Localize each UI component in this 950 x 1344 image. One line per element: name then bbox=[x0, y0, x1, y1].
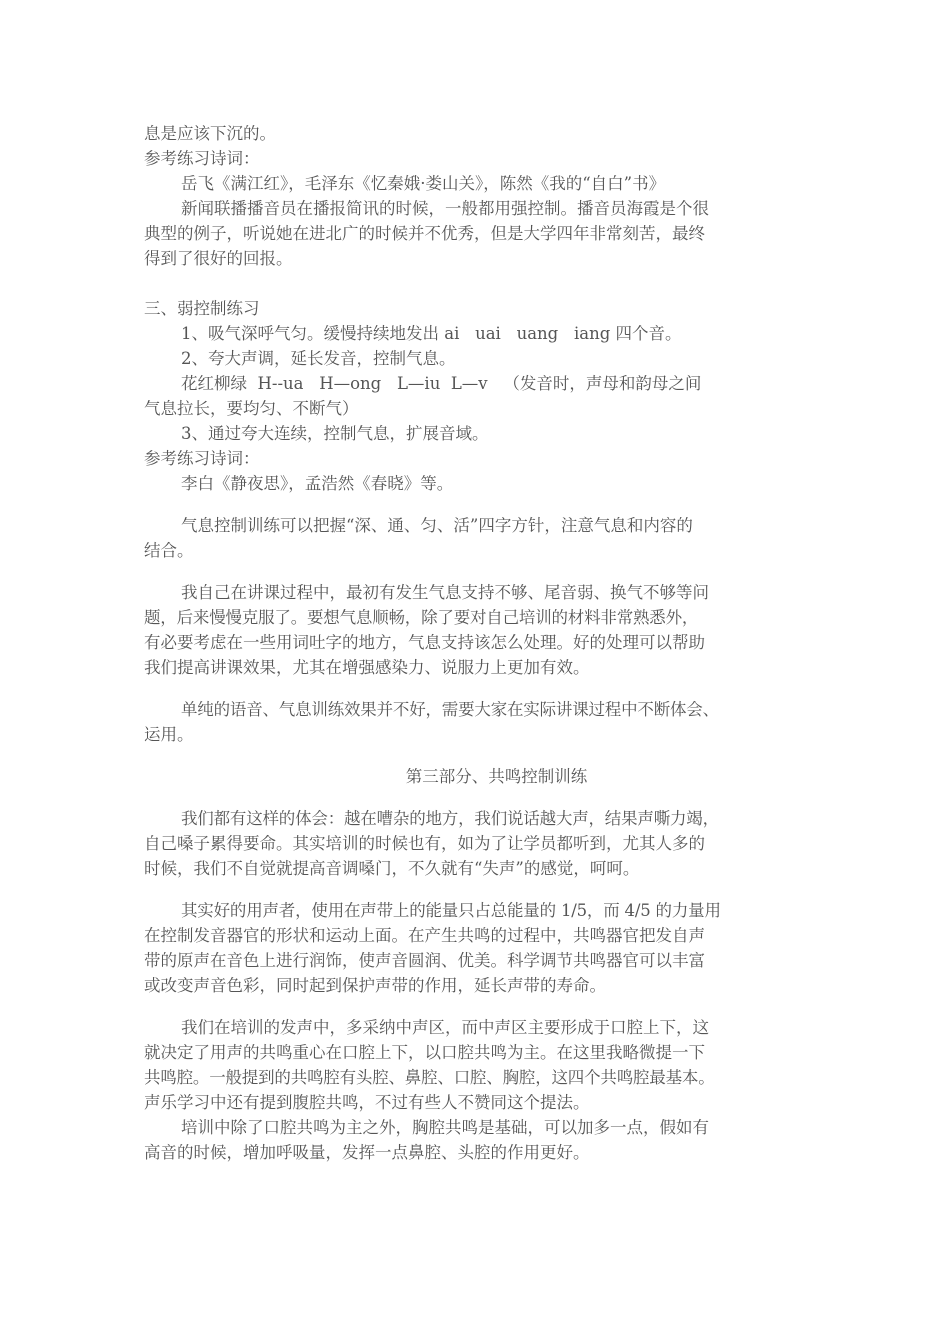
text-line: 自己嗓子累得要命。其实培训的时候也有，如为了让学员都听到，尤其人多的 bbox=[144, 834, 705, 853]
text-line: 其实好的用声者，使用在声带上的能量只占总能量的 1/5，而 4/5 的力量用 bbox=[181, 901, 721, 920]
text-line: 有必要考虑在一些用词吐字的地方，气息支持该怎么处理。好的处理可以帮助 bbox=[144, 633, 705, 652]
text-line: 气息拉长，要均匀、不断气） bbox=[144, 399, 359, 418]
document-page bbox=[144, 121, 809, 1165]
spacer bbox=[144, 680, 809, 697]
text-line: 3、通过夸大连续，控制气息，扩展音域。 bbox=[181, 424, 489, 443]
text-line: 或改变声音色彩，同时起到保护声带的作用，延长声带的寿命。 bbox=[144, 976, 606, 995]
text-line: 培训中除了口腔共鸣为主之外，胸腔共鸣是基础，可以加多一点，假如有 bbox=[181, 1118, 709, 1137]
text-line: 在控制发音器官的形状和运动上面。在产生共鸣的过程中，共鸣器官把发自声 bbox=[144, 926, 705, 945]
spacer bbox=[144, 496, 809, 513]
text-line: 时候，我们不自觉就提高音调嗓门，不久就有“失声”的感觉，呵呵。 bbox=[144, 859, 640, 878]
text-line: 岳飞《满江红》，毛泽东《忆秦娥·娄山关》，陈然《我的“自白”书》 bbox=[181, 174, 666, 193]
text-line: 2、夸大声调，延长发音，控制气息。 bbox=[181, 349, 456, 368]
text-line: 1、吸气深呼气匀。缓慢持续地发出 ai uai uang iang 四个音。 bbox=[181, 324, 682, 343]
reference-poems-heading: 参考练习诗词： bbox=[144, 449, 260, 468]
spacer bbox=[144, 789, 809, 806]
text-line: 带的原声在音色上进行润饰，使声音圆润、优美。科学调节共鸣器官可以丰富 bbox=[144, 951, 705, 970]
text-line: 高音的时候，增加呼吸量，发挥一点鼻腔、头腔的作用更好。 bbox=[144, 1143, 590, 1162]
text-line: 花红柳绿 H--ua H—ong L—iu L—v （发音时，声母和韵母之间 bbox=[181, 374, 702, 393]
spacer bbox=[144, 881, 809, 898]
spacer bbox=[144, 998, 809, 1015]
text-line: 气息控制训练可以把握“深、通、匀、活”四字方针，注意气息和内容的 bbox=[181, 516, 693, 535]
text-line: 我自己在讲课过程中，最初有发生气息支持不够、尾音弱、换气不够等问 bbox=[181, 583, 709, 602]
section-heading: 三、弱控制练习 bbox=[144, 299, 260, 318]
text-line: 李白《静夜思》，孟浩然《春晓》等。 bbox=[181, 474, 454, 493]
reference-poems-heading: 参考练习诗词： bbox=[144, 149, 260, 168]
text-line: 结合。 bbox=[144, 541, 194, 560]
text-line: 典型的例子，听说她在进北广的时候并不优秀，但是大学四年非常刻苦，最终 bbox=[144, 224, 705, 243]
spacer bbox=[144, 271, 809, 296]
text-line: 息是应该下沉的。 bbox=[144, 124, 276, 143]
spacer bbox=[144, 747, 809, 764]
text-line: 单纯的语音、气息训练效果并不好，需要大家在实际讲课过程中不断体会、 bbox=[181, 700, 719, 719]
text-line: 我们都有这样的体会：越在嘈杂的地方，我们说话越大声，结果声嘶力竭， bbox=[181, 809, 719, 828]
text-line: 运用。 bbox=[144, 725, 194, 744]
text-line: 共鸣腔。一般提到的共鸣腔有头腔、鼻腔、口腔、胸腔，这四个共鸣腔最基本。 bbox=[144, 1068, 715, 1087]
text-line: 声乐学习中还有提到腹腔共鸣，不过有些人不赞同这个提法。 bbox=[144, 1093, 590, 1112]
text-line: 我们在培训的发声中，多采纳中声区，而中声区主要形成于口腔上下，这 bbox=[181, 1018, 709, 1037]
spacer bbox=[144, 563, 809, 580]
text-line: 题，后来慢慢克服了。要想气息顺畅，除了要对自己培训的材料非常熟悉外， bbox=[144, 608, 699, 627]
part-heading: 第三部分、共鸣控制训练 bbox=[405, 767, 588, 786]
text-line: 新闻联播播音员在播报简讯的时候，一般都用强控制。播音员海霞是个很 bbox=[181, 199, 709, 218]
text-line: 得到了很好的回报。 bbox=[144, 249, 293, 268]
text-line: 我们提高讲课效果，尤其在增强感染力、说服力上更加有效。 bbox=[144, 658, 590, 677]
text-line: 就决定了用声的共鸣重心在口腔上下，以口腔共鸣为主。在这里我略微提一下 bbox=[144, 1043, 705, 1062]
